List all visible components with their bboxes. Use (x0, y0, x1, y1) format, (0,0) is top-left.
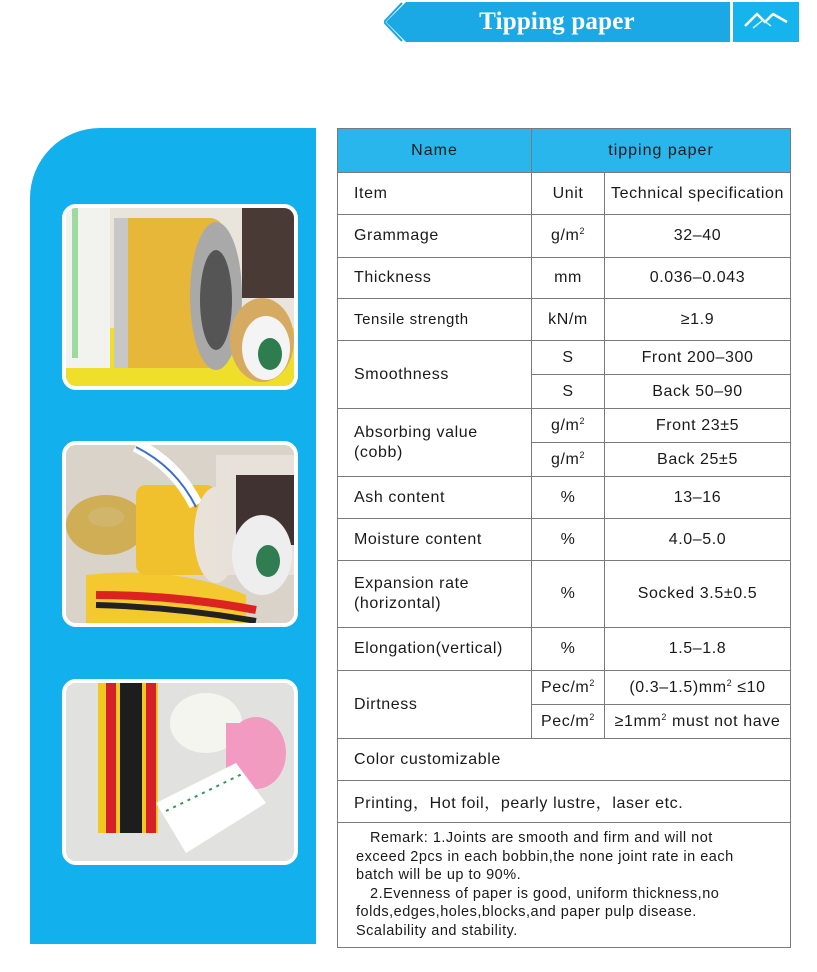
absorbing-front-value: Front 23±5 (605, 409, 791, 443)
table-row (338, 477, 791, 519)
table-header-row (338, 129, 791, 173)
remark-line: Scalability and stability. (356, 922, 518, 939)
expansion-value: Socked 3.5±0.5 (605, 561, 791, 628)
moisture-value: 4.0–5.0 (605, 519, 791, 561)
expansion-label: Expansion rate (horizontal) (338, 561, 532, 628)
table-row (338, 671, 791, 705)
dirtness-value-2: $\ge 1mm^2$ must not have (605, 705, 791, 739)
ash-label: Ash content (338, 477, 532, 519)
absorbing-label: Absorbing value (cobb) (338, 409, 532, 477)
tensile-label: Tensile strength (338, 299, 532, 341)
thickness-value: 0.036–0.043 (605, 258, 791, 299)
elongation-label: Elongation(vertical) (338, 628, 532, 671)
grammage-unit: $g/m^2$ (532, 215, 605, 258)
grammage-label: Grammage (338, 215, 532, 258)
moisture-label: Moisture content (338, 519, 532, 561)
photo-tipping-rolls-2 (62, 441, 298, 627)
absorbing-back-value: Back 25±5 (605, 443, 791, 477)
thickness-unit: mm (532, 258, 605, 299)
table-row (338, 409, 791, 443)
title-banner (384, 2, 730, 42)
photo-tipping-rolls-1 (62, 204, 298, 390)
brand-logo (733, 2, 799, 42)
smoothness-back-unit: S (532, 375, 605, 409)
wave-logo-icon (743, 8, 789, 30)
name-label: Name (338, 129, 532, 173)
smoothness-label: Smoothness (338, 341, 532, 409)
table-row (338, 258, 791, 299)
table-row (338, 739, 791, 781)
photo-tipping-rolls-3 (62, 679, 298, 865)
tensile-value: ≥1.9 (605, 299, 791, 341)
unit-column-label: Unit (532, 173, 605, 215)
remark-line: batch will be up to 90%. (356, 867, 522, 883)
remark-line: folds,edges,holes,blocks,and paper pulp disease. (356, 904, 697, 920)
remark-line: exceed 2pcs in each bobbin,the none joint rate in each (356, 848, 734, 865)
printing-options-label: Printing，Hot foil，pearly lustre，laser etc. (338, 781, 791, 823)
name-value: tipping paper (532, 129, 791, 173)
page-title: Tipping paper (479, 8, 635, 35)
table-row (338, 781, 791, 823)
remark-block (338, 823, 791, 948)
specification-table (337, 128, 791, 948)
remark-line: Remark: 1.Joints are smooth and firm and will not (370, 830, 713, 846)
table-row (338, 341, 791, 375)
table-row (338, 823, 791, 948)
grammage-value: 32–40 (605, 215, 791, 258)
absorbing-front-unit: $g/m^2$ (532, 409, 605, 443)
thickness-label: Thickness (338, 258, 532, 299)
elongation-unit: % (532, 628, 605, 671)
smoothness-front-value: Front 200–300 (605, 341, 791, 375)
dirtness-label: Dirtness (338, 671, 532, 739)
table-row (338, 299, 791, 341)
logo-caption (737, 32, 797, 36)
item-column-label: Item (338, 173, 532, 215)
color-customizable-label: Color customizable (338, 739, 791, 781)
elongation-value: 1.5–1.8 (605, 628, 791, 671)
remark-line: 2.Evenness of paper is good, uniform thickness,no (370, 885, 720, 902)
moisture-unit: % (532, 519, 605, 561)
expansion-unit: % (532, 561, 605, 628)
ash-value: 13–16 (605, 477, 791, 519)
dirtness-unit-2: Pec/$m^2$ (532, 705, 605, 739)
table-row (338, 628, 791, 671)
spec-column-label: Technical specification (605, 173, 791, 215)
tensile-unit: kN/m (532, 299, 605, 341)
table-row (338, 173, 791, 215)
table-row (338, 215, 791, 258)
ash-unit: % (532, 477, 605, 519)
table-row (338, 561, 791, 628)
smoothness-back-value: Back 50–90 (605, 375, 791, 409)
absorbing-back-unit: $g/m^2$ (532, 443, 605, 477)
table-row (338, 519, 791, 561)
smoothness-front-unit: S (532, 341, 605, 375)
dirtness-value-1: $(0.3-1.5)mm^2 \le 10$ (605, 671, 791, 705)
dirtness-unit-1: Pec/$m^2$ (532, 671, 605, 705)
